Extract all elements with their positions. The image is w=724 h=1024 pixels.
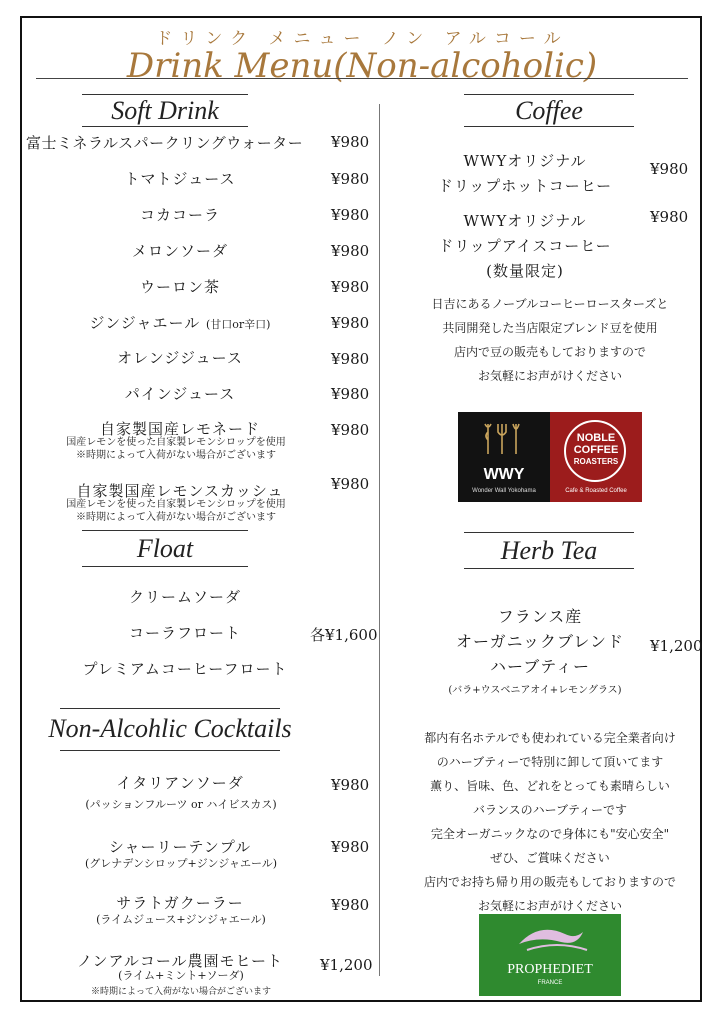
soft-drink-price-orange: ¥980 <box>331 350 370 368</box>
coffee-iced-line1: WWYオリジナル <box>463 212 587 230</box>
herb-tea-rule-bottom <box>464 568 634 569</box>
soft-drink-price-lemon-squash: ¥980 <box>331 475 370 493</box>
float-heading: Float <box>136 534 194 563</box>
soft-drink-item-tomato: トマトジュース <box>124 170 236 188</box>
coffee-iced-line3: (数量限定) <box>486 262 564 280</box>
soft-drink-price-oolong: ¥980 <box>331 278 370 296</box>
soft-drink-price-sparkling: ¥980 <box>331 133 370 151</box>
noble-coffee-logo <box>550 412 642 502</box>
title-divider <box>36 78 688 79</box>
herb-tea-name-line1: フランス産 <box>497 607 583 626</box>
noble-badge-line1: NOBLE <box>576 432 616 444</box>
ginger-ale-name: ジンジャエール <box>89 314 201 332</box>
cocktail-detail-italian-soda: (パッションフルーツ or ハイビスカス) <box>85 798 277 811</box>
herb-tea-name-line3: ハーブティー <box>490 657 590 676</box>
menu-title-japanese: ドリンク メニュー ノン アルコール <box>155 29 569 49</box>
cocktail-item-italian-soda: イタリアンソーダ <box>116 774 244 792</box>
herb-tea-rule-top <box>464 532 634 533</box>
noble-logo-subtext: Cafe & Roasted Coffee <box>565 488 627 494</box>
herb-desc-line3: 薫り、旨味、色、どれをとっても素晴らしい <box>430 779 670 793</box>
soft-drink-price-cola: ¥980 <box>331 206 370 224</box>
soft-drink-item-cola: コカコーラ <box>139 206 220 224</box>
cocktail-price-mojito: ¥1,200 <box>320 956 373 974</box>
coffee-item-hot <box>410 150 640 196</box>
herb-desc-line4: バランスのハーブティーです <box>472 803 628 817</box>
coffee-desc-line3: 店内で豆の販売もしておりますので <box>453 345 646 359</box>
herb-desc-line5: 完全オーガニックなので身体にも"安心安全" <box>430 827 670 841</box>
cocktail-item-mojito: ノンアルコール農園モヒート <box>77 952 283 970</box>
float-item-premium-coffee-float: プレミアムコーヒーフロート <box>82 660 288 678</box>
lemon-squash-note-season: ※時期によって入荷がない場合がございます <box>76 512 276 523</box>
wwy-logo <box>458 412 550 502</box>
cocktail-price-shirley-temple: ¥980 <box>331 838 370 856</box>
prophediet-emblem-icon <box>479 914 621 964</box>
herb-tea-price: ¥1,200 <box>650 637 703 655</box>
cocktails-rule-bottom <box>60 750 280 751</box>
coffee-price-hot: ¥980 <box>650 160 689 178</box>
soft-drink-price-ginger-ale: ¥980 <box>331 314 370 332</box>
cocktail-item-shirley-temple: シャーリーテンプル <box>108 838 252 856</box>
coffee-desc-line2: 共同開発した当店限定ブレンド豆を使用 <box>442 321 658 335</box>
coffee-rule-top <box>464 94 634 95</box>
lemonade-note-syrup: 国産レモンを使った自家製レモンシロップを使用 <box>66 437 286 448</box>
soft-drink-item-melon-soda: メロンソーダ <box>131 242 228 260</box>
herb-tea-name-line2: オーガニックブレンド <box>455 632 624 651</box>
noble-badge-line2: COFFEE <box>573 444 619 456</box>
cocktail-price-saratoga-cooler: ¥980 <box>331 896 370 914</box>
cocktail-item-saratoga-cooler: サラトガクーラー <box>116 894 244 912</box>
soft-drink-heading: Soft Drink <box>111 96 219 125</box>
herb-tea-description <box>390 726 710 918</box>
coffee-rule-bottom <box>464 126 634 127</box>
noble-badge-line3: ROASTERS <box>573 457 619 466</box>
float-price: 各¥1,600 <box>310 626 378 644</box>
noble-badge-text <box>550 432 642 468</box>
soft-drink-item-lemonade: 自家製国産レモネード <box>99 420 260 438</box>
herb-tea-heading: Herb Tea <box>500 536 598 565</box>
prophediet-sub: FRANCE <box>537 980 563 986</box>
cocktail-note-mojito: ※時期によって入荷がない場合がございます <box>90 987 271 997</box>
herb-desc-line8: お気軽にお声がけください <box>477 899 622 913</box>
herb-desc-line1: 都内有名ホテルでも使われている完全業者向け <box>424 731 676 745</box>
cocktail-price-italian-soda: ¥980 <box>331 776 370 794</box>
herb-tea-name <box>430 604 650 679</box>
soft-drink-price-lemonade: ¥980 <box>331 421 370 439</box>
cocktail-detail-mojito: (ライム+ミント+ソーダ) <box>118 969 244 982</box>
soft-drink-price-melon-soda: ¥980 <box>331 242 370 260</box>
lemonade-note <box>36 436 316 462</box>
soft-drink-rule-top <box>82 94 248 95</box>
cocktail-detail-shirley-temple: (グレナデンシロップ+ジンジャエール) <box>84 857 278 870</box>
coffee-hot-line1: WWYオリジナル <box>463 152 587 170</box>
soft-drink-item-oolong: ウーロン茶 <box>139 278 220 296</box>
soft-drink-item-pineapple: パインジュース <box>124 385 236 403</box>
cocktail-detail-saratoga-cooler: (ライムジュース+ジンジャエール) <box>96 913 266 926</box>
herb-desc-line6: ぜひ、ご賞味ください <box>490 851 610 865</box>
wwy-logo-text: WWY <box>483 466 525 483</box>
coffee-desc-line1: 日吉にあるノーブルコーヒーロースターズと <box>431 297 669 311</box>
coffee-hot-line2: ドリップホットコーヒー <box>437 177 613 195</box>
herb-desc-line7: 店内でお持ち帰り用の販売もしておりますので <box>423 875 676 889</box>
soft-drink-rule-bottom <box>82 126 248 127</box>
lemon-squash-note <box>36 498 316 524</box>
herb-tea-ingredients: (バラ+ウスベニアオイ+レモングラス) <box>448 685 622 696</box>
soft-drink-price-pineapple: ¥980 <box>331 385 370 403</box>
cocktails-rule-top <box>60 708 280 709</box>
coffee-price-iced: ¥980 <box>650 208 689 226</box>
column-divider <box>379 104 380 976</box>
soft-drink-price-tomato: ¥980 <box>331 170 370 188</box>
float-rule-bottom <box>82 566 248 567</box>
coffee-iced-line2: ドリップアイスコーヒー <box>438 237 612 255</box>
coffee-partner-logo <box>458 412 642 502</box>
coffee-item-iced <box>410 210 640 281</box>
menu-title-english: Drink Menu(Non-alcoholic) <box>126 46 598 86</box>
soft-drink-item-lemon-squash: 自家製国産レモンスカッシュ <box>76 482 284 500</box>
prophediet-brand: PROPHEDIET <box>507 962 593 977</box>
lemonade-note-season: ※時期によって入荷がない場合がございます <box>76 450 276 461</box>
soft-drink-item-orange: オレンジジュース <box>117 349 243 367</box>
coffee-heading: Coffee <box>515 96 583 125</box>
coffee-description <box>395 292 705 388</box>
soft-drink-item-sparkling: 富士ミネラルスパークリングウォーター <box>26 134 304 152</box>
wwy-utensils-icon <box>458 412 550 472</box>
float-item-cream-soda: クリームソーダ <box>128 588 241 606</box>
soft-drink-item-ginger-ale <box>40 312 320 333</box>
float-item-cola-float: コーラフロート <box>128 624 241 642</box>
wwy-logo-subtext: Wonder Wall Yokohama <box>472 488 536 494</box>
prophediet-logo <box>479 914 621 996</box>
lemon-squash-note-syrup: 国産レモンを使った自家製レモンシロップを使用 <box>66 499 286 510</box>
float-rule-top <box>82 530 248 531</box>
coffee-desc-line4: お気軽にお声がけください <box>477 369 622 383</box>
ginger-ale-option: (甘口or辛口) <box>205 318 271 331</box>
herb-desc-line2: のハーブティーで特別に卸して頂いてます <box>436 755 664 769</box>
cocktails-heading: Non-Alcohlic Cocktails <box>48 714 292 743</box>
